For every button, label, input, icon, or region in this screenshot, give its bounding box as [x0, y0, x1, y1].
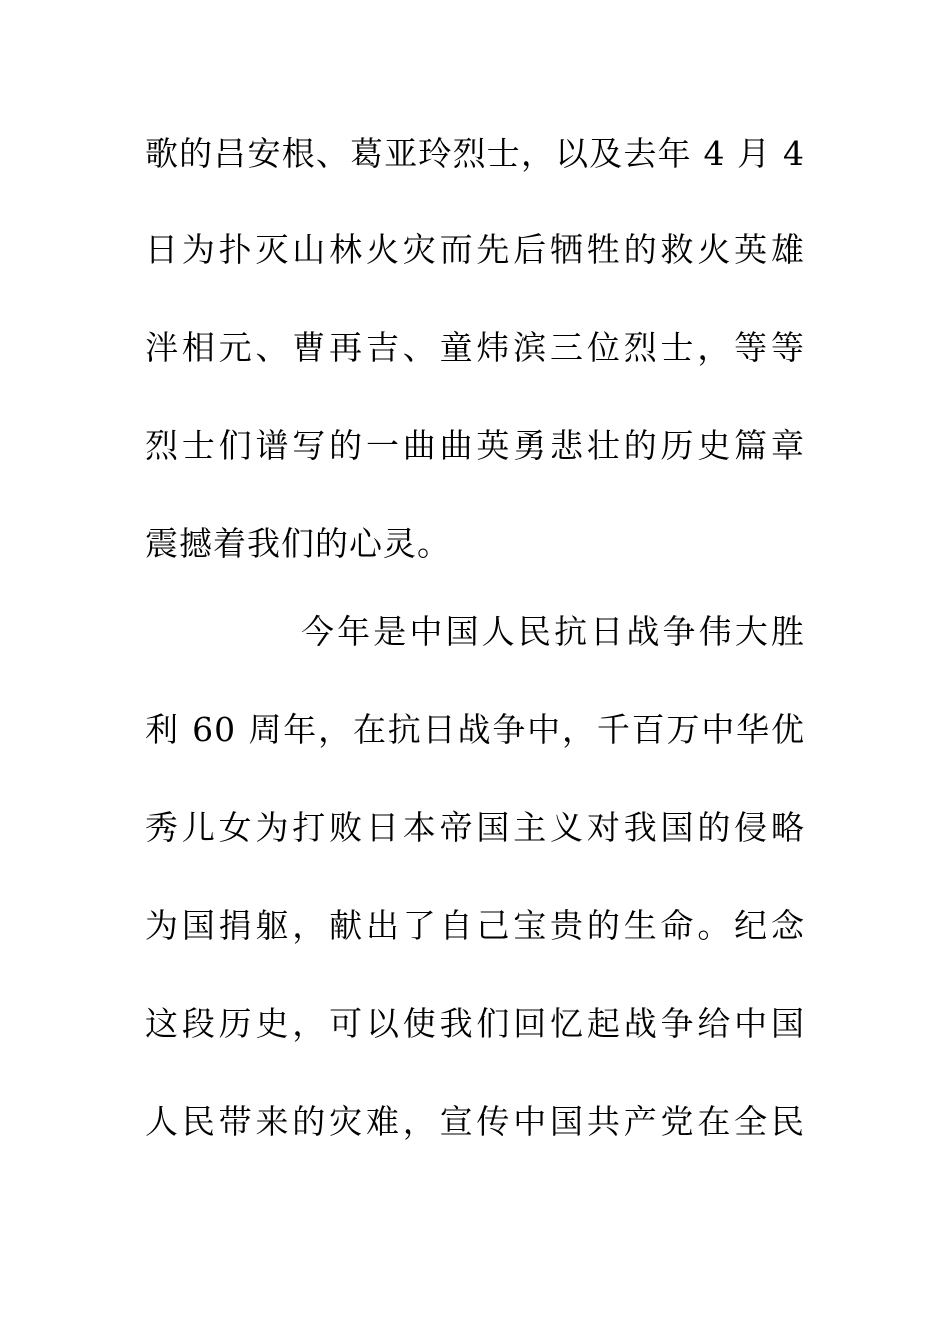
body-text-line: 为国捐躯，献出了自己宝贵的生命。纪念 [145, 906, 805, 945]
body-text-line: 秀儿女为打败日本帝国主义对我国的侵略 [145, 808, 805, 847]
body-text-line: 利 60 周年，在抗日战争中，千百万中华优 [145, 710, 805, 749]
body-text-line: 人民带来的灾难，宣传中国共产党在全民 [145, 1102, 805, 1141]
paragraph-first-line: 今年是中国人民抗日战争伟大胜 [301, 612, 805, 651]
body-text-line: 泮相元、曹再吉、童炜滨三位烈士，等等 [145, 328, 805, 367]
body-text-line: 震撼着我们的心灵。 [145, 524, 451, 563]
body-text-line: 歌的吕安根、葛亚玲烈士，以及去年 4 月 4 [145, 134, 805, 173]
body-text-line: 这段历史，可以使我们回忆起战争给中国 [145, 1004, 805, 1043]
body-text-line: 日为扑灭山林火灾而先后牺牲的救火英雄 [145, 230, 805, 269]
body-text-line: 烈士们谱写的一曲曲英勇悲壮的历史篇章 [145, 426, 805, 465]
